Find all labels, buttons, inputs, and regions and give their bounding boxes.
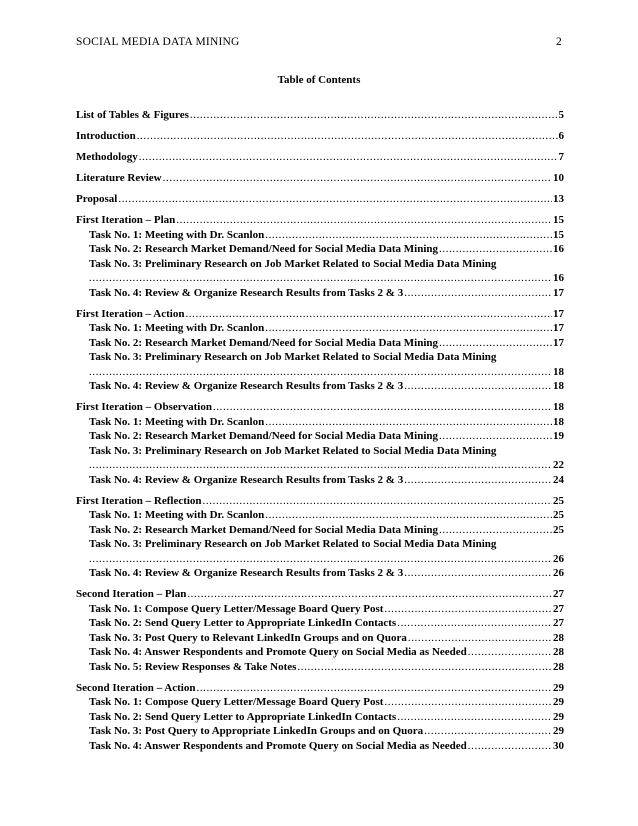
- toc-entry-page: 10: [553, 172, 564, 184]
- toc-entry-label: Task No. 3: Preliminary Research on Job Market Related to Social Media Data Mining: [89, 257, 497, 270]
- toc-dot-leader: [196, 681, 552, 696]
- toc-entry-page: 24: [553, 473, 564, 486]
- toc-section-entry[interactable]: [76, 213, 564, 228]
- toc-section-entry[interactable]: [76, 171, 564, 186]
- toc-entry-label: Task No. 2: Send Query Letter to Appropriate LinkedIn Contacts: [89, 710, 397, 723]
- toc-dot-leader: [89, 271, 552, 286]
- toc-entry-continuation: [89, 365, 564, 380]
- toc-dot-leader: [384, 695, 552, 710]
- toc-entry-page: 19: [553, 430, 564, 442]
- toc-section-entry[interactable]: [76, 587, 564, 602]
- toc-subentry[interactable]: [76, 616, 564, 631]
- toc-subentry[interactable]: [76, 724, 564, 739]
- toc-subentry[interactable]: [76, 645, 564, 660]
- page-number: 2: [556, 36, 562, 48]
- toc-entry-label: Task No. 3: Preliminary Research on Job Market Related to Social Media Data Mining: [89, 351, 497, 363]
- toc-entry-label: Task No. 3: Post Query to Appropriate LinkedIn Groups and on Quora: [89, 725, 424, 737]
- toc-entry-label: Task No. 4: Review & Organize Research Results from Tasks 2 & 3: [89, 380, 404, 392]
- toc-subentry[interactable]: [76, 710, 564, 725]
- toc-dot-leader: [213, 400, 552, 415]
- toc-entry-label: Task No. 2: Send Query Letter to Appropriate LinkedIn Contacts: [89, 617, 397, 629]
- toc-subentry[interactable]: [76, 228, 564, 243]
- toc-entry-page: 27: [553, 588, 564, 600]
- toc-subentry[interactable]: [76, 523, 564, 538]
- toc-entry-continuation: [89, 552, 564, 567]
- toc-section-entry[interactable]: [76, 192, 564, 207]
- toc-dot-leader: [424, 724, 552, 739]
- toc-entry-label: Second Iteration – Plan: [76, 588, 187, 600]
- toc-entry-page: 17: [553, 322, 564, 334]
- toc-entry-page: 17: [553, 307, 564, 320]
- toc-entry-page: 25: [553, 523, 564, 536]
- toc-entry-page: 27: [553, 617, 564, 629]
- toc-dot-leader: [265, 415, 552, 430]
- toc-entry-label: Task No. 1: Compose Query Letter/Message Board Query Post: [89, 696, 384, 708]
- toc-entry-page: 15: [553, 214, 564, 226]
- toc-dot-leader: [397, 710, 552, 725]
- toc-subentry[interactable]: [76, 695, 564, 710]
- toc-dot-leader: [137, 129, 558, 144]
- toc-section-entry[interactable]: [76, 129, 564, 144]
- toc-dot-leader: [439, 336, 552, 351]
- toc-dot-leader: [439, 242, 552, 257]
- toc-entry-label: Introduction: [76, 130, 136, 142]
- toc-entry-label: First Iteration – Observation: [76, 401, 212, 413]
- toc-entry-label: Task No. 2: Research Market Demand/Need for Social Media Data Mining: [89, 243, 439, 255]
- toc-subentry[interactable]: [76, 602, 564, 617]
- toc-dot-leader: [139, 150, 558, 165]
- toc-entry-label: Task No. 4: Review & Organize Research Results from Tasks 2 & 3: [89, 286, 404, 299]
- toc-dot-leader: [468, 645, 552, 660]
- toc-entry-label: First Iteration – Action: [76, 307, 185, 320]
- toc-entry-continuation: [89, 458, 564, 473]
- toc-entry-page: 18: [553, 415, 564, 428]
- toc-entry-label: Task No. 4: Answer Respondents and Promote Query on Social Media as Needed: [89, 739, 467, 752]
- toc-dot-leader: [185, 307, 552, 322]
- toc-dot-leader: [404, 473, 552, 488]
- toc-section-entry[interactable]: [76, 400, 564, 415]
- toc-entry-label: Task No. 1: Meeting with Dr. Scanlon: [89, 415, 265, 428]
- toc-dot-leader: [187, 587, 552, 602]
- toc-section-entry[interactable]: [76, 108, 564, 123]
- toc-dot-leader: [265, 228, 552, 243]
- toc-section-entry[interactable]: [76, 494, 564, 509]
- toc-entry-page: 25: [553, 494, 564, 507]
- toc-entry-page: 27: [553, 602, 564, 615]
- toc-dot-leader: [265, 321, 552, 336]
- toc-dot-leader: [404, 566, 552, 581]
- toc-entry-page: 6: [558, 130, 564, 142]
- toc-dot-leader: [89, 365, 552, 380]
- toc-dot-leader: [163, 171, 552, 186]
- toc-entry-page: 30: [553, 739, 564, 752]
- toc-entry-label: Task No. 3: Post Query to Relevant LinkedIn Groups and on Quora: [89, 631, 407, 644]
- toc-entry-wrapped[interactable]: [76, 257, 564, 286]
- toc-subentry[interactable]: [76, 508, 564, 523]
- toc-entry-label: Proposal: [76, 193, 118, 205]
- toc-dot-leader: [89, 552, 552, 567]
- toc-entry-page: 28: [553, 631, 564, 644]
- running-title: SOCIAL MEDIA DATA MINING: [76, 36, 240, 48]
- toc-entry-page: 16: [553, 272, 564, 284]
- toc-entry-page: 26: [553, 552, 564, 565]
- toc-entry-page: 18: [553, 401, 564, 413]
- toc-dot-leader: [404, 286, 552, 301]
- toc-entry-page: 18: [553, 365, 564, 378]
- toc-entry-label: Task No. 4: Review & Organize Research Results from Tasks 2 & 3: [89, 473, 404, 486]
- toc-dot-leader: [89, 458, 552, 473]
- toc-subentry[interactable]: [76, 242, 564, 257]
- toc-entry-label: Task No. 1: Meeting with Dr. Scanlon: [89, 509, 265, 521]
- toc-dot-leader: [190, 108, 558, 123]
- toc-entry-label: List of Tables & Figures: [76, 109, 189, 121]
- toc-dot-leader: [384, 602, 552, 617]
- toc-subentry[interactable]: [76, 566, 564, 581]
- toc-subentry[interactable]: [76, 660, 564, 675]
- toc-entry-label: Task No. 1: Meeting with Dr. Scanlon: [89, 322, 265, 334]
- toc-entry-page: 17: [553, 286, 564, 299]
- toc-entry-label: Task No. 2: Research Market Demand/Need for Social Media Data Mining: [89, 523, 439, 536]
- toc-subentry[interactable]: [76, 473, 564, 488]
- toc-entry-page: 26: [553, 567, 564, 579]
- toc-entry-page: 28: [553, 646, 564, 658]
- toc-title: Table of Contents: [277, 74, 361, 86]
- toc-entry-page: 15: [553, 228, 564, 241]
- toc-entry-label: Task No. 4: Review & Organize Research Results from Tasks 2 & 3: [89, 567, 404, 579]
- toc-dot-leader: [176, 213, 552, 228]
- toc-entry-wrapped[interactable]: [76, 350, 564, 379]
- toc-entry-page: 22: [553, 459, 564, 471]
- toc-entry-page: 28: [553, 660, 564, 673]
- toc-subentry[interactable]: [76, 415, 564, 430]
- toc-entry-label: First Iteration – Reflection: [76, 494, 202, 507]
- toc-entry-page: 29: [553, 696, 564, 708]
- table-of-contents: [76, 108, 564, 753]
- toc-subentry[interactable]: [76, 379, 564, 394]
- toc-subentry[interactable]: [76, 321, 564, 336]
- toc-entry-label: Task No. 3: Preliminary Research on Job Market Related to Social Media Data Mining: [89, 538, 497, 550]
- toc-entry-page: 17: [553, 336, 564, 349]
- toc-subentry[interactable]: [76, 286, 564, 301]
- toc-entry-page: 29: [553, 681, 564, 694]
- toc-dot-leader: [404, 379, 552, 394]
- toc-entry-label: Methodology: [76, 151, 138, 163]
- toc-entry-page: 29: [553, 725, 564, 737]
- toc-dot-leader: [468, 739, 552, 754]
- toc-entry-continuation: [89, 271, 564, 286]
- toc-dot-leader: [439, 523, 552, 538]
- toc-section-entry[interactable]: [76, 150, 564, 165]
- toc-entry-label: Task No. 1: Compose Query Letter/Message Board Query Post: [89, 602, 384, 615]
- toc-entry-page: 18: [553, 380, 564, 392]
- toc-subentry[interactable]: [76, 336, 564, 351]
- toc-dot-leader: [408, 631, 552, 646]
- toc-entry-page: 16: [553, 243, 564, 255]
- toc-subentry[interactable]: [76, 429, 564, 444]
- toc-entry-label: Task No. 1: Meeting with Dr. Scanlon: [89, 228, 265, 241]
- toc-entry-page: 25: [553, 509, 564, 521]
- toc-entry-wrapped[interactable]: [76, 444, 564, 473]
- toc-entry-label: Task No. 2: Research Market Demand/Need for Social Media Data Mining: [89, 430, 439, 442]
- toc-entry-label: Literature Review: [76, 172, 162, 184]
- toc-entry-label: First Iteration – Plan: [76, 214, 176, 226]
- toc-section-entry[interactable]: [76, 681, 564, 696]
- toc-entry-label: Task No. 5: Review Responses & Take Notes: [89, 660, 297, 673]
- toc-dot-leader: [439, 429, 552, 444]
- toc-entry-label: Task No. 3: Preliminary Research on Job Market Related to Social Media Data Mining: [89, 444, 497, 457]
- toc-dot-leader: [203, 494, 552, 509]
- toc-entry-wrapped[interactable]: [76, 537, 564, 566]
- toc-entry-page: 29: [553, 710, 564, 723]
- toc-dot-leader: [297, 660, 552, 675]
- toc-entry-label: Task No. 4: Answer Respondents and Promote Query on Social Media as Needed: [89, 646, 467, 658]
- toc-subentry[interactable]: [76, 739, 564, 754]
- toc-entry-label: Task No. 2: Research Market Demand/Need for Social Media Data Mining: [89, 336, 439, 349]
- toc-section-entry[interactable]: [76, 307, 564, 322]
- toc-entry-page: 13: [553, 193, 564, 205]
- toc-entry-page: 7: [558, 151, 564, 163]
- toc-subentry[interactable]: [76, 631, 564, 646]
- toc-dot-leader: [265, 508, 552, 523]
- running-head: [76, 36, 562, 48]
- toc-entry-label: Second Iteration – Action: [76, 681, 196, 694]
- toc-dot-leader: [397, 616, 552, 631]
- toc-entry-page: 5: [558, 109, 564, 121]
- toc-dot-leader: [118, 192, 552, 207]
